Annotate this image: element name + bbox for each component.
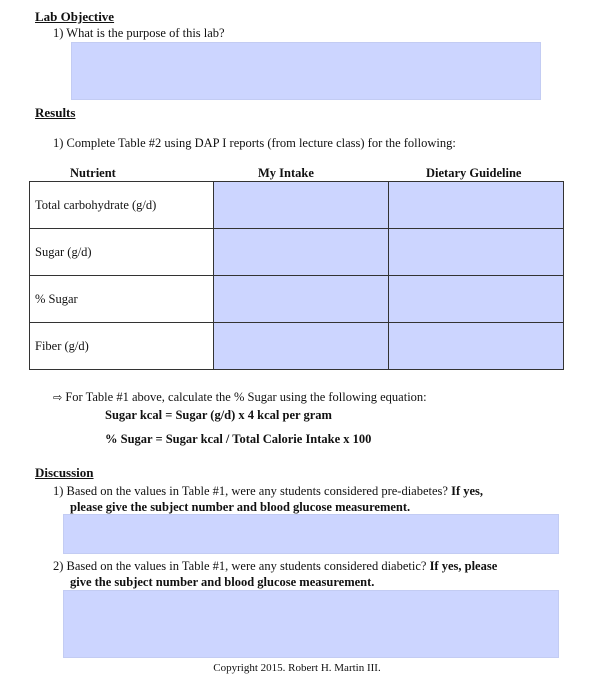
sugar-calc-note [53,390,427,405]
table-row [30,182,564,229]
discussion-q1-text: 1) Based on the values in Table #1, were any students considered pre-diabetes? [53,484,448,498]
discussion-q1-bold-b: please give the subject number and blood glucose measurement. [70,500,411,514]
discussion-q2-text: 2) Based on the values in Table #1, were any students considered diabetic? [53,559,427,573]
discussion-q2-bold-a: If yes, please [429,559,498,573]
objective-answer-field[interactable] [71,42,541,100]
guideline-sugar-field[interactable] [389,229,564,276]
objective-question-1: 1) What is the purpose of this lab? [53,26,225,40]
my-intake-fiber-field[interactable] [214,323,389,370]
col-header-my-intake: My Intake [258,166,314,180]
discussion-answer-1-field[interactable] [63,514,559,554]
lab-objective-heading: Lab Objective [35,9,115,24]
discussion-question-1 [53,483,553,515]
table-row [30,323,564,370]
nutrient-table [29,181,564,370]
row-label-fiber: Fiber (g/d) [30,323,214,370]
row-label-percent-sugar: % Sugar [30,276,214,323]
results-instruction: 1) Complete Table #2 using DAP I reports (from lecture class) for the following: [53,136,456,150]
arrow-right-icon: ⇨ [53,391,63,404]
table-row [30,229,564,276]
table-row [30,276,564,323]
results-heading: Results [35,105,76,120]
discussion-q1-bold-a: If yes, [451,484,484,498]
my-intake-total-carbohydrate-field[interactable] [214,182,389,229]
my-intake-sugar-field[interactable] [214,229,389,276]
discussion-heading: Discussion [35,465,94,480]
col-header-dietary-guideline: Dietary Guideline [426,166,522,180]
formula-percent-sugar: % Sugar = Sugar kcal / Total Calorie Intake x 100 [105,432,372,446]
sugar-calc-note-text: For Table #1 above, calculate the % Sugar using the following equation: [65,390,427,404]
row-label-sugar: Sugar (g/d) [30,229,214,276]
guideline-total-carbohydrate-field[interactable] [389,182,564,229]
discussion-q2-bold-b: give the subject number and blood glucose measurement. [70,575,375,589]
col-header-nutrient: Nutrient [70,166,116,180]
row-label-total-carbohydrate: Total carbohydrate (g/d) [30,182,214,229]
my-intake-percent-sugar-field[interactable] [214,276,389,323]
guideline-percent-sugar-field[interactable] [389,276,564,323]
copyright-footer: Copyright 2015. Robert H. Martin III. [213,662,381,674]
guideline-fiber-field[interactable] [389,323,564,370]
formula-sugar-kcal: Sugar kcal = Sugar (g/d) x 4 kcal per gram [105,408,332,422]
discussion-question-2 [53,558,553,590]
discussion-answer-2-field[interactable] [63,590,559,658]
